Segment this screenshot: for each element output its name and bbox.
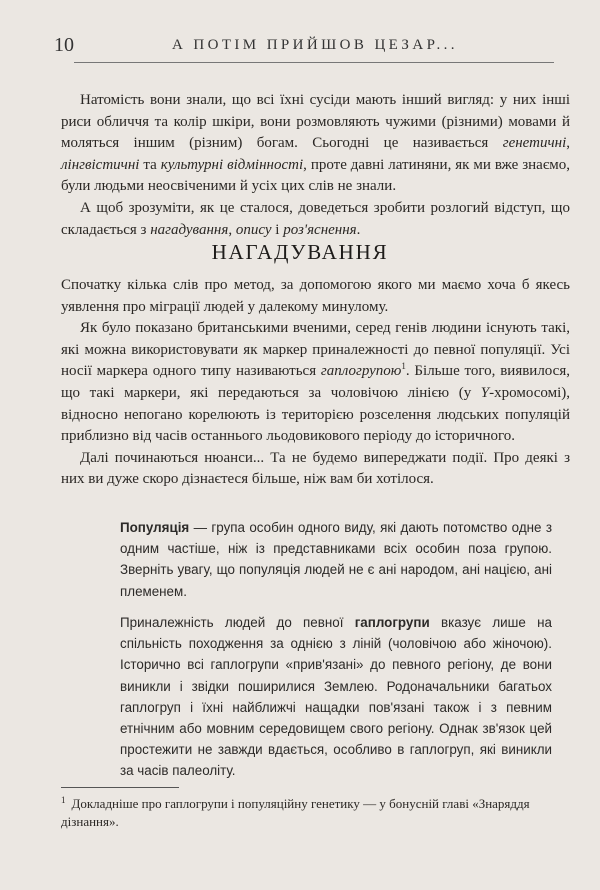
section-paragraph-2	[61, 318, 570, 448]
emphasis: гаплогрупою	[320, 363, 402, 380]
text-run: і	[271, 221, 284, 238]
footnote-reference[interactable]: 1	[401, 361, 406, 372]
definition-text	[120, 612, 552, 782]
text-run: Натомість вони знали, що всі їхні сусіди мають інший вигляд: у них інші риси обличчя та колір шкіри, вони розмовляють чужими (різними) мовами й моляться іншим (різним) богам. Сьогодні це називається	[61, 92, 570, 152]
section-text	[61, 275, 570, 491]
page-number: 10	[54, 34, 74, 56]
footnote-mark: 1	[61, 794, 66, 805]
text-run: -хромосомі), відносно непогано корелюють із територією розселення людських популяцій приблизно від часів останнього льодовикового періоду до історичного.	[61, 384, 570, 445]
emphasis: лінгвістичні	[61, 156, 140, 173]
text-run: , проте давні латиняни, як ми вже знаємо, були людьми неосвіченими й усіх цих слів не знали.	[61, 156, 571, 195]
definition-term: гаплогрупи	[354, 615, 430, 630]
text-run: — група особин одного виду, які дають потомство одне з одним частіше, ніж із представниками всіх особин поза групою. Зверніть увагу, що популяція людей не є ані народом, ані нацією, ані племенем.	[120, 520, 552, 599]
emphasis: роз'яснення	[283, 221, 357, 238]
header-rule	[74, 62, 554, 63]
section-paragraph-3: Далі починаються нюанси... Та не будемо випереджати події. Про деякі з них ви дуже скоро дізнаєтеся більше, ніж вам би хотілося.	[61, 449, 570, 488]
text-run: ,	[228, 221, 236, 238]
running-title: А ПОТІМ ПРИЙШОВ ЦЕЗАР...	[172, 37, 458, 53]
text-run: та	[139, 156, 161, 173]
footnote-rule	[61, 787, 179, 788]
footnote	[61, 795, 561, 831]
intro-paragraph-1	[61, 90, 570, 198]
page-header	[54, 34, 554, 64]
text-run: вказує лише на спільність походження за однією з ліній (чоловічою або жіночою). Історично всі гаплогрупи «прив'язані» до певного регіону, де вони виникли і звідки поширилися Землею. Родоначальники багатьох гаплогруп і їхні найближчі нащадки пов'язані також і з певним етнічним або мовним середовищем свого регіону. Однак зв'язок цей простежити не завжди вдається, особливо в гаплогруп, які виникли за часів палеоліту.	[120, 615, 552, 779]
emphasis: нагадування	[150, 221, 229, 238]
section-heading: НАГАДУВАННЯ	[211, 240, 389, 264]
emphasis: генетичні	[502, 135, 567, 152]
footnote-text: Докладніше про гаплогрупи і популяційну генетику — у бонусній главі «Знаряддя дізнання».	[61, 796, 530, 829]
definition-population	[120, 517, 552, 602]
section-paragraph-1: Спочатку кілька слів про метод, за допомогою якого ми маємо хоча б якесь уявлення про міграції людей у далекому минулому.	[61, 277, 570, 315]
definition-haplogroup	[120, 612, 552, 782]
emphasis: опису	[235, 221, 272, 238]
text-run: Приналежність людей до певної	[120, 615, 355, 630]
text-run: .	[356, 221, 361, 238]
emphasis: Y	[480, 384, 490, 401]
text-run: . Більше того, виявилося, що такі маркери, які передаються за чоловічою лінією (у	[61, 363, 570, 401]
text-run: Як було показано британськими вченими, серед генів людини існують такі, які можна використовувати як маркер приналежності до певної популяції. Усі носії маркера одного типу називаються	[61, 320, 570, 380]
intro-paragraph-2	[61, 198, 570, 241]
intro-text	[61, 90, 570, 241]
text-run: А щоб зрозуміти, як це сталося, доведеться зробити розлогий відступ, що складається з	[61, 199, 570, 238]
text-run: ,	[566, 135, 570, 152]
definition-term: Популяція	[120, 520, 190, 535]
emphasis: культурні відмінності	[160, 156, 304, 173]
definition-text	[120, 517, 552, 602]
